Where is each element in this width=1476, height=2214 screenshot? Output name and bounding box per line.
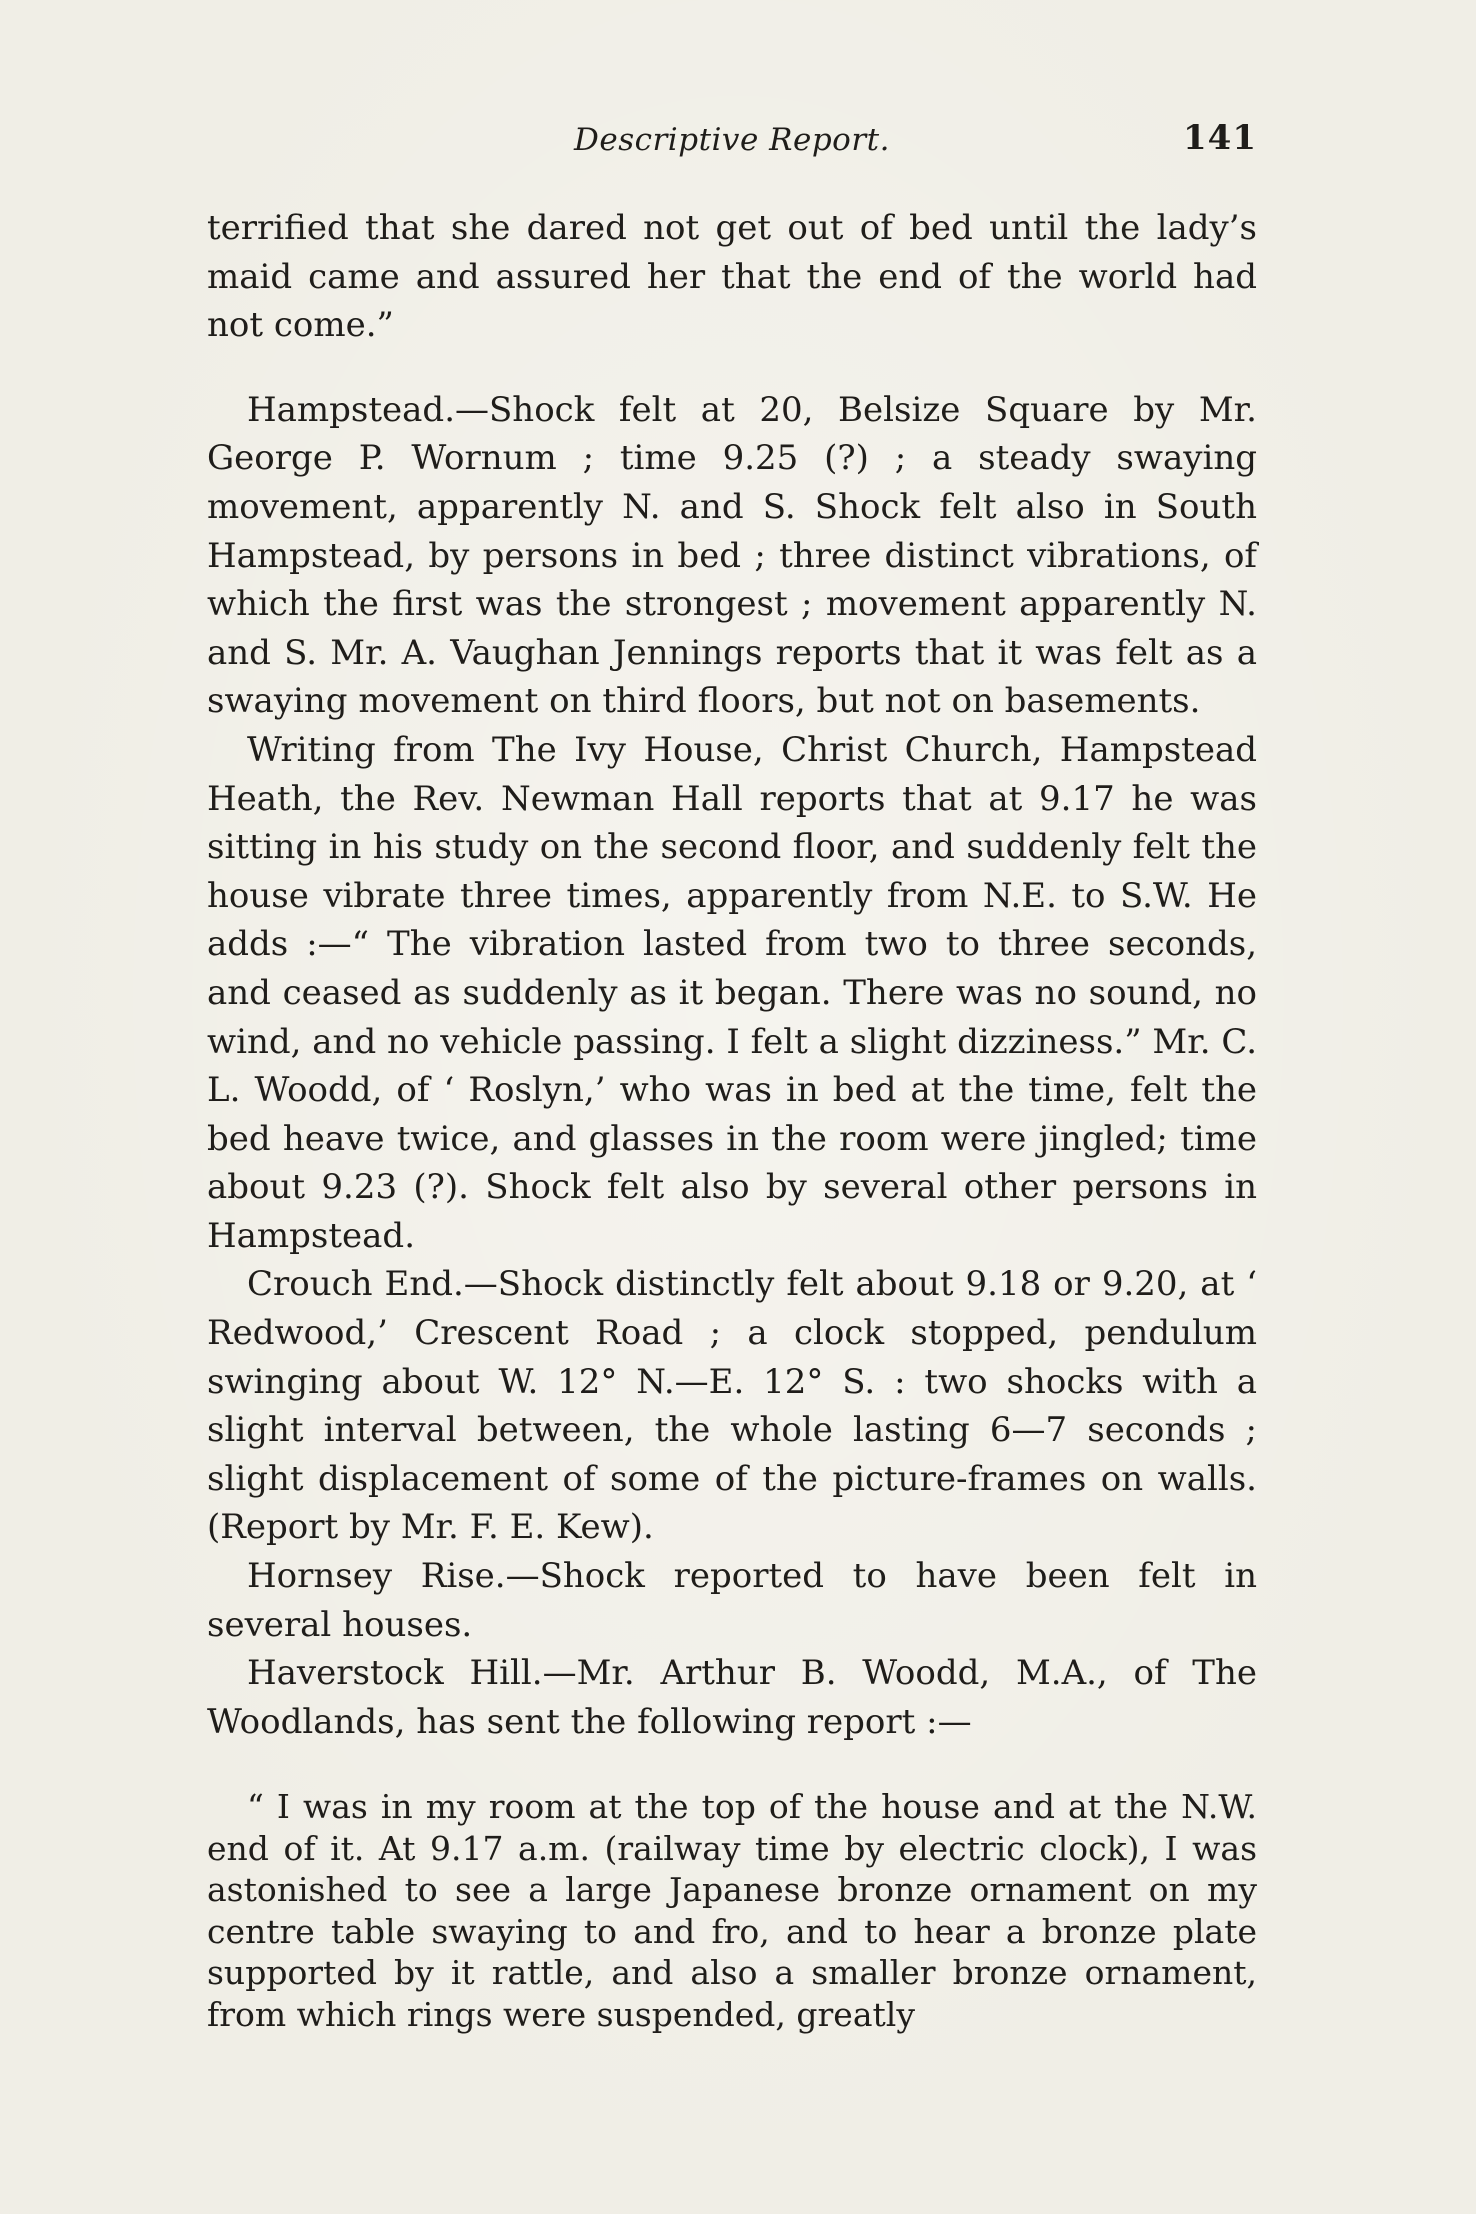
body-text [207,204,1257,2035]
paragraph-ivy-house: Writing from The Ivy House, Christ Church, Hampstead Heath, the Rev. Newman Hall reports that at 9.17 he was sitting in his study on the second floor, and suddenly felt the house vibrate three times, apparently from N.E. to S.W. He adds :—“ The vibration lasted from two to three seconds, and ceased as suddenly as it began. There was no sound, no wind, and no vehicle passing. I felt a slight dizziness.” Mr. C. L. Woodd, of ‘ Roslyn,’ who was in bed at the time, felt the bed heave twice, and glasses in the room were jingled; time about 9.23 (?). Shock felt also by several other persons in Hampstead. [207,729,1257,1256]
paragraph-hornsey-rise: Hornsey Rise.—Shock reported to have been felt in several houses. [207,1556,1257,1645]
paragraph-crouch-end: Crouch End.—Shock distinctly felt about 9.18 or 9.20, at ‘ Redwood,’ Crescent Road ; a clock stopped, pendulum swinging about W. 12° N.—E. 12° S. : two shocks with a slight interval between, the whole lasting 6—7 seconds ; slight displacement of some of the picture-frames on walls. (Report by Mr. F. E. Kew). [207,1264,1257,1548]
page-number: 141 [1183,118,1257,158]
running-title: Descriptive Report. [574,122,890,158]
paragraph-quoted-report: “ I was in my room at the top of the house and at the N.W. end of it. At 9.17 a.m. (railway time by electric clock), I was astonished to see a large Japanese bronze ornament on my centre table swaying to and fro, and to hear a bronze plate supported by it rattle, and also a smaller bronze ornament, from which rings were suspended, greatly [207,1787,1257,2034]
paragraph-hampstead: Hampstead.—Shock felt at 20, Belsize Square by Mr. George P. Wornum ; time 9.25 (?) ; a steady swaying movement, apparently N. and S. Shock felt also in South Hampstead, by persons in bed ; three distinct vibrations, of which the first was the strongest ; movement apparently N. and S. Mr. A. Vaughan Jennings reports that it was felt as a swaying movement on third floors, but not on basements. [207,389,1257,722]
paragraph-continuation: terrified that she dared not get out of bed until the lady’s maid came and assured her that the end of the world had not come.” [207,208,1257,346]
paragraph-haverstock-hill: Haverstock Hill.—Mr. Arthur B. Woodd, M.A., of The Woodlands, has sent the following report :— [207,1653,1257,1742]
page-header [207,118,1257,166]
